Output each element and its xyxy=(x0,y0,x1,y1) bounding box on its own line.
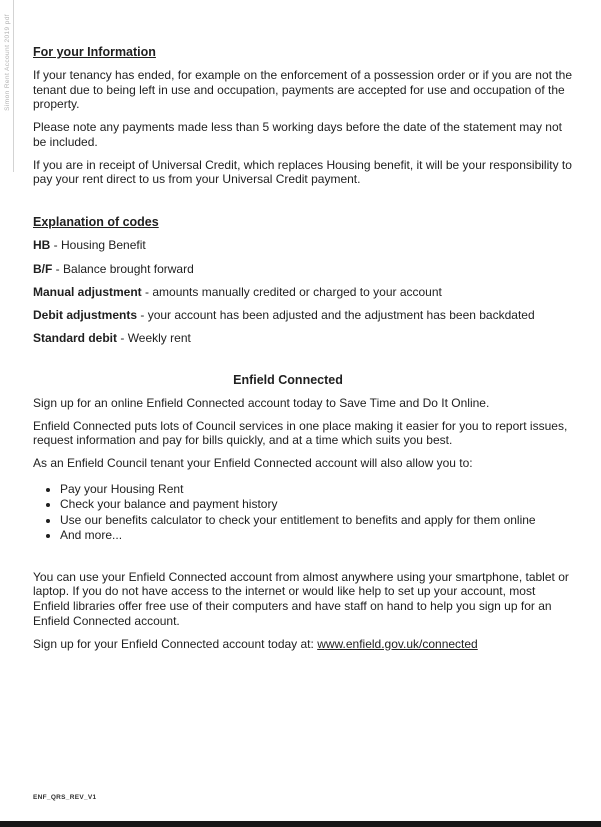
connected-paragraph: Enfield Connected puts lots of Council services in one place making it easier for you to report issues, request information and pay for bills quickly, and at a time which suits you best. xyxy=(33,418,568,448)
signup-url-link[interactable]: www.enfield.gov.uk/connected xyxy=(317,636,478,651)
info-paragraph: If you are in receipt of Universal Credit, which replaces Housing benefit, it will be your responsibility to pay your rent direct to us from your Universal Credit payment. xyxy=(33,157,572,187)
connected-heading: Enfield Connected xyxy=(233,372,343,387)
info-heading: For your Information xyxy=(33,45,156,59)
code-term: Manual adjustment xyxy=(33,284,142,299)
code-separator: - xyxy=(141,284,153,299)
connected-section xyxy=(33,373,573,651)
info-paragraph: If your tenancy has ended, for example on the enforcement of a possession order or if you are not the tenant due to being left in use and occupation, payments are accepted for use and occupation of the property. xyxy=(33,68,572,112)
signup-line xyxy=(33,637,573,652)
scan-bottom-bar xyxy=(0,821,601,827)
info-section xyxy=(33,45,573,187)
benefit-item: • And more... xyxy=(60,528,573,544)
code-description: Weekly rent xyxy=(127,331,191,346)
footer-form-code: ENF_QRS_REV_V1 xyxy=(33,794,97,801)
info-paragraph: Please note any payments made less than 5 working days before the date of the statement may not be included. xyxy=(33,120,562,149)
code-row xyxy=(33,238,573,253)
signup-prefix: Sign up for your Enfield Connected account today at: xyxy=(33,636,318,651)
benefit-item: • Pay your Housing Rent xyxy=(60,482,573,498)
benefit-item: • Check your balance and payment history xyxy=(60,497,573,513)
code-row xyxy=(33,285,573,300)
code-description: Balance brought forward xyxy=(63,261,194,276)
code-separator: - xyxy=(117,331,128,346)
code-row xyxy=(33,262,573,277)
code-term: HB xyxy=(33,238,51,253)
code-separator: - xyxy=(137,308,148,323)
document-content xyxy=(33,0,573,651)
code-row xyxy=(33,308,573,323)
code-term: Debit adjustments xyxy=(33,308,138,323)
code-description: your account has been adjusted and the adjustment has been backdated xyxy=(147,308,535,323)
codes-section xyxy=(33,215,573,346)
connected-paragraph: As an Enfield Council tenant your Enfield Connected account will also allow you to: xyxy=(33,456,473,471)
code-separator: - xyxy=(50,238,62,253)
connected-paragraph: Sign up for an online Enfield Connected account today to Save Time and Do It Online. xyxy=(33,395,490,410)
scan-edge-line xyxy=(13,0,14,172)
code-description: amounts manually credited or charged to your account xyxy=(152,284,442,299)
benefits-list xyxy=(33,482,573,544)
codes-heading: Explanation of codes xyxy=(33,214,159,229)
code-row xyxy=(33,331,573,346)
benefit-item: • Use our benefits calculator to check your entitlement to benefits and apply for them online xyxy=(60,513,573,529)
vertical-filename-watermark: Simon Rent Account 2019 pdf xyxy=(4,14,11,111)
code-term: B/F xyxy=(33,261,53,276)
code-description: Housing Benefit xyxy=(61,238,146,253)
code-separator: - xyxy=(52,261,64,276)
code-term: Standard debit xyxy=(33,331,118,346)
closing-paragraph: You can use your Enfield Connected account from almost anywhere using your smartphone, tablet or laptop. If you do not have access to the internet or would like help to set up your account, most Enfield libraries offer free use of their computers and have staff on hand to help you sign up for an Enfield Connected account. xyxy=(33,569,569,628)
